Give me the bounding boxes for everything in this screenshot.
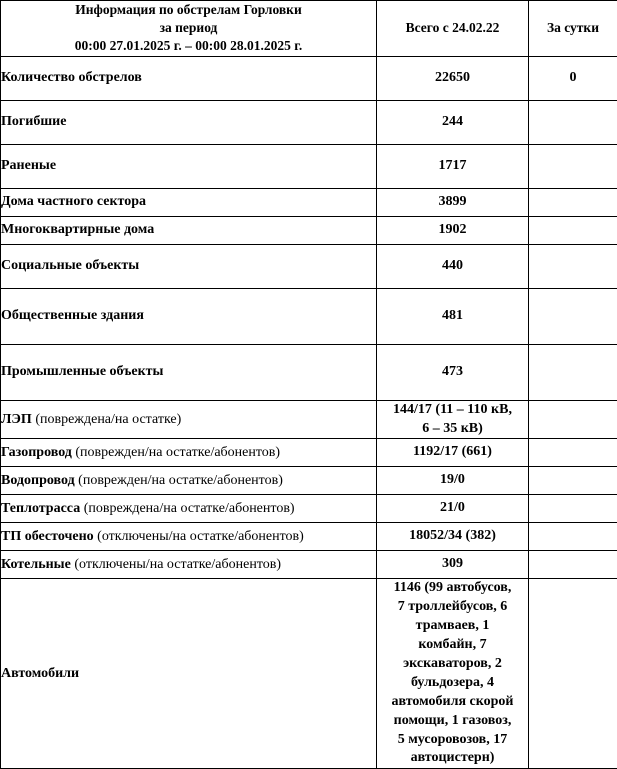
row-label-cell: [1, 188, 377, 216]
row-total-line: 19/0: [377, 471, 528, 490]
row-total-line: 1717: [377, 157, 528, 176]
table-row: [1, 188, 617, 216]
row-label-cell: [1, 288, 377, 344]
row-day-cell: [529, 551, 617, 579]
row-day-cell: [529, 244, 617, 288]
row-total-line: 309: [377, 555, 528, 574]
row-label: Количество обстрелов: [1, 70, 142, 85]
row-total-line: 481: [377, 307, 528, 326]
row-total-cell: [377, 400, 529, 439]
row-label: Промышленные объекты: [1, 364, 163, 379]
table-row: [1, 439, 617, 467]
row-label: Погибшие: [1, 114, 66, 129]
row-total-cell: [377, 216, 529, 244]
row-label-cell: [1, 439, 377, 467]
table-row: [1, 216, 617, 244]
row-total-line: 6 – 35 кВ): [377, 420, 528, 439]
row-label-note: (поврежден/на остатке/абонентов): [75, 473, 283, 488]
row-label-note: (повреждена/на остатке/абонентов): [80, 501, 294, 516]
row-label: Котельные: [1, 557, 71, 572]
row-total-line: 1192/17 (661): [377, 443, 528, 462]
row-total-cell: [377, 467, 529, 495]
row-label: Автомобили: [1, 666, 79, 681]
table-header-row: [1, 1, 617, 57]
column-header-total: Всего с 24.02.22: [377, 1, 529, 57]
row-total-line: 1902: [377, 221, 528, 240]
row-total-cell: [377, 144, 529, 188]
row-day-cell: [529, 579, 617, 769]
row-total-line: 22650: [377, 69, 528, 88]
row-label: Социальные объекты: [1, 258, 139, 273]
row-day-cell: [529, 467, 617, 495]
row-total-cell: [377, 579, 529, 769]
row-total-cell: [377, 188, 529, 216]
row-label: Дома частного сектора: [1, 194, 146, 209]
row-label: Раненые: [1, 158, 56, 173]
row-label-cell: [1, 244, 377, 288]
table-row: [1, 551, 617, 579]
row-day-cell: [529, 144, 617, 188]
row-day-cell: [529, 400, 617, 439]
row-day-cell: [529, 344, 617, 400]
row-day-cell: 0: [529, 56, 617, 100]
row-label: ТП обесточено: [1, 529, 94, 544]
row-total-line: 3899: [377, 193, 528, 212]
row-total-cell: [377, 288, 529, 344]
table-row: [1, 144, 617, 188]
row-total-cell: [377, 495, 529, 523]
row-total-line: 7 троллейбусов, 6: [377, 598, 528, 617]
table-row: [1, 56, 617, 100]
table-row: [1, 579, 617, 769]
table-row: [1, 495, 617, 523]
row-label: Общественные здания: [1, 308, 144, 323]
row-total-line: помощи, 1 газовоз,: [377, 712, 528, 731]
row-day-cell: [529, 216, 617, 244]
row-label-note: (поврежден/на остатке/абонентов): [72, 445, 280, 460]
table-row: [1, 523, 617, 551]
row-total-cell: [377, 244, 529, 288]
column-header-day: За сутки: [529, 1, 617, 57]
row-label-note: (отключены/на остатке/абонентов): [94, 529, 304, 544]
row-total-line: 244: [377, 113, 528, 132]
row-total-cell: [377, 523, 529, 551]
row-total-line: 144/17 (11 – 110 кВ,: [377, 401, 528, 420]
row-total-line: 473: [377, 363, 528, 382]
row-label: Газопровод: [1, 445, 72, 460]
table-row: [1, 467, 617, 495]
report-title-line-2: за период: [1, 19, 376, 37]
row-total-cell: [377, 551, 529, 579]
row-day-cell: [529, 439, 617, 467]
row-total-line: комбайн, 7: [377, 636, 528, 655]
row-total-line: 5 мусоровозов, 17: [377, 731, 528, 750]
report-title-line-1: Информация по обстрелам Горловки: [1, 1, 376, 19]
row-label: Многоквартирные дома: [1, 222, 154, 237]
row-label-cell: [1, 400, 377, 439]
row-label-cell: [1, 579, 377, 769]
row-label: Водопровод: [1, 473, 75, 488]
row-label-cell: [1, 144, 377, 188]
row-total-line: 18052/34 (382): [377, 527, 528, 546]
row-total-line: автомобиля скорой: [377, 693, 528, 712]
table-row: [1, 400, 617, 439]
row-total-line: автоцистерн): [377, 749, 528, 768]
table-row: [1, 288, 617, 344]
row-label: Теплотрасса: [1, 501, 80, 516]
row-day-cell: [529, 495, 617, 523]
table-row: [1, 344, 617, 400]
row-label-cell: [1, 56, 377, 100]
row-label-cell: [1, 344, 377, 400]
table-row: [1, 244, 617, 288]
row-label-cell: [1, 100, 377, 144]
row-total-line: 440: [377, 257, 528, 276]
row-day-cell: [529, 100, 617, 144]
row-label: ЛЭП: [1, 412, 32, 427]
report-title-cell: [1, 1, 377, 57]
row-day-cell: [529, 288, 617, 344]
row-total-cell: [377, 56, 529, 100]
row-total-line: бульдозера, 4: [377, 674, 528, 693]
row-label-cell: [1, 551, 377, 579]
report-title-line-3: 00:00 27.01.2025 г. – 00:00 28.01.2025 г.: [1, 37, 376, 55]
row-total-line: 21/0: [377, 499, 528, 518]
row-label-cell: [1, 467, 377, 495]
row-total-cell: [377, 344, 529, 400]
row-day-cell: [529, 523, 617, 551]
row-total-line: 1146 (99 автобусов,: [377, 579, 528, 598]
row-day-cell: [529, 188, 617, 216]
table-body: [1, 1, 617, 769]
table-row: [1, 100, 617, 144]
row-label-note: (повреждена/на остатке): [32, 412, 181, 427]
row-label-cell: [1, 495, 377, 523]
row-total-cell: [377, 100, 529, 144]
row-label-cell: [1, 216, 377, 244]
row-label-cell: [1, 523, 377, 551]
row-label-note: (отключены/на остатке/абонентов): [71, 557, 281, 572]
row-total-line: трамваев, 1: [377, 617, 528, 636]
row-total-cell: [377, 439, 529, 467]
row-total-line: экскаваторов, 2: [377, 655, 528, 674]
